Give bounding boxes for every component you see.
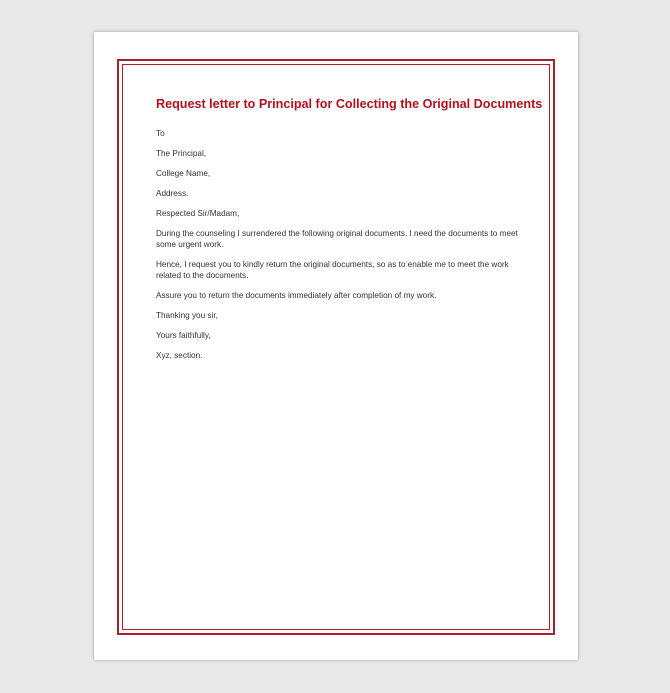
recipient-line: The Principal, bbox=[156, 149, 207, 158]
signature-line: Xyz, section. bbox=[156, 351, 203, 360]
closing-thanks: Thanking you sir, bbox=[156, 311, 218, 320]
body-paragraph: Hence, I request you to kindly return the original documents, so as to enable me to meet the work related to the documents. bbox=[156, 260, 509, 280]
letter-title: Request letter to Principal for Collecting the Original Documents bbox=[156, 97, 543, 111]
valediction: Yours faithfully, bbox=[156, 331, 211, 340]
body-paragraph: During the counseling I surrendered the following original documents. I need the documents to meet some urgent work. bbox=[156, 229, 518, 249]
document-page bbox=[94, 32, 578, 660]
letter-body bbox=[156, 96, 543, 370]
salutation-to: To bbox=[156, 129, 165, 138]
college-name-line: College Name, bbox=[156, 169, 211, 178]
greeting: Respected Sir/Madam, bbox=[156, 209, 240, 218]
body-paragraph: Assure you to return the documents immediately after completion of my work. bbox=[156, 291, 437, 300]
address-line: Address. bbox=[156, 189, 189, 198]
